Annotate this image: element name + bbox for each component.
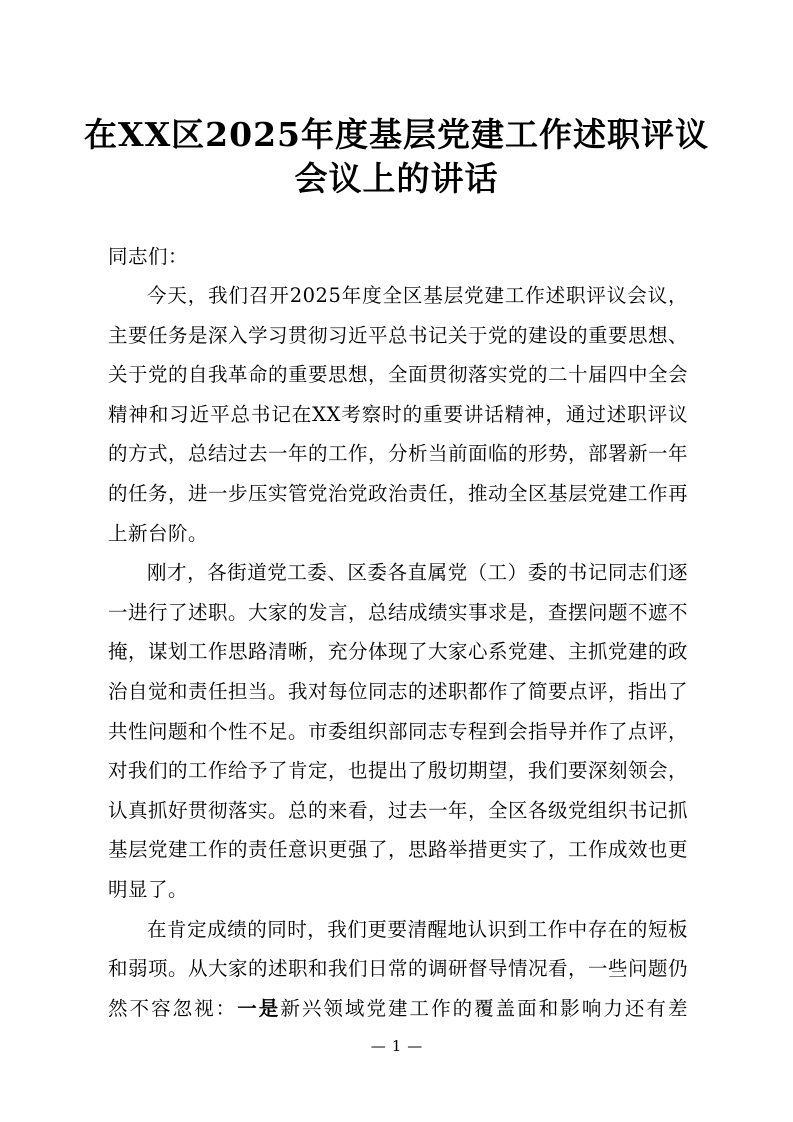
page-number: 1 [391, 1037, 402, 1055]
document-title-line-1: 在XX区2025年度基层党建工作述职评议 [83, 115, 710, 154]
page-footer [0, 1036, 793, 1056]
paragraph-problems [108, 910, 688, 1037]
paragraph-opening [108, 276, 688, 553]
paragraph-opening-text: 今天，我们召开2025年度全区基层党建工作述职评议会议，主要任务是深入学习贯彻习近平总书记关于党的建设的重要思想、关于党的自我革命的重要思想，全面贯彻落实党的二十届四中全会精神和习近平总书记在XX考察时的重要讲话精神，通过述职评议的方式，总结过去一年的工作，分析当前面临的形势，部署新一年的任务，进一步压实管党治党政治责任，推动全区基层党建工作再上新台阶。 [108, 284, 688, 545]
document-title-line-2: 会议上的讲话 [294, 159, 499, 198]
footer-dash-right: — [407, 1037, 423, 1055]
paragraph-review [108, 553, 688, 909]
paragraph-problems-tail: 新兴领域党建工作的覆盖面和影响力还有差 [280, 996, 688, 1020]
speech-body [108, 276, 688, 1036]
paragraph-problems-point-label: 一是 [237, 996, 281, 1020]
paragraph-problems-text: 在肯定成绩的同时，我们更要清醒地认识到工作中存在的短板和弱项。从大家的述职和我们日常的调研督导情况看，一些问题仍然不容忽视： [108, 917, 688, 1020]
salutation: 同志们： [108, 245, 189, 268]
paragraph-review-text: 刚才，各街道党工委、区委各直属党（工）委的书记同志们逐一进行了述职。大家的发言，总结成绩实事求是，查摆问题不遮不掩，谋划工作思路清晰，充分体现了大家心系党建、主抓党建的政治自觉和责任担当。我对每位同志的述职都作了简要点评，指出了共性问题和个性不足。市委组织部同志专程到会指导并作了点评，对我们的工作给予了肯定，也提出了殷切期望，我们要深刻领会，认真抓好贯彻落实。总的来看，过去一年，全区各级党组织书记抓基层党建工作的责任意识更强了，思路举措更实了，工作成效也更明显了。 [108, 561, 688, 901]
footer-dash-left: — [370, 1037, 386, 1055]
